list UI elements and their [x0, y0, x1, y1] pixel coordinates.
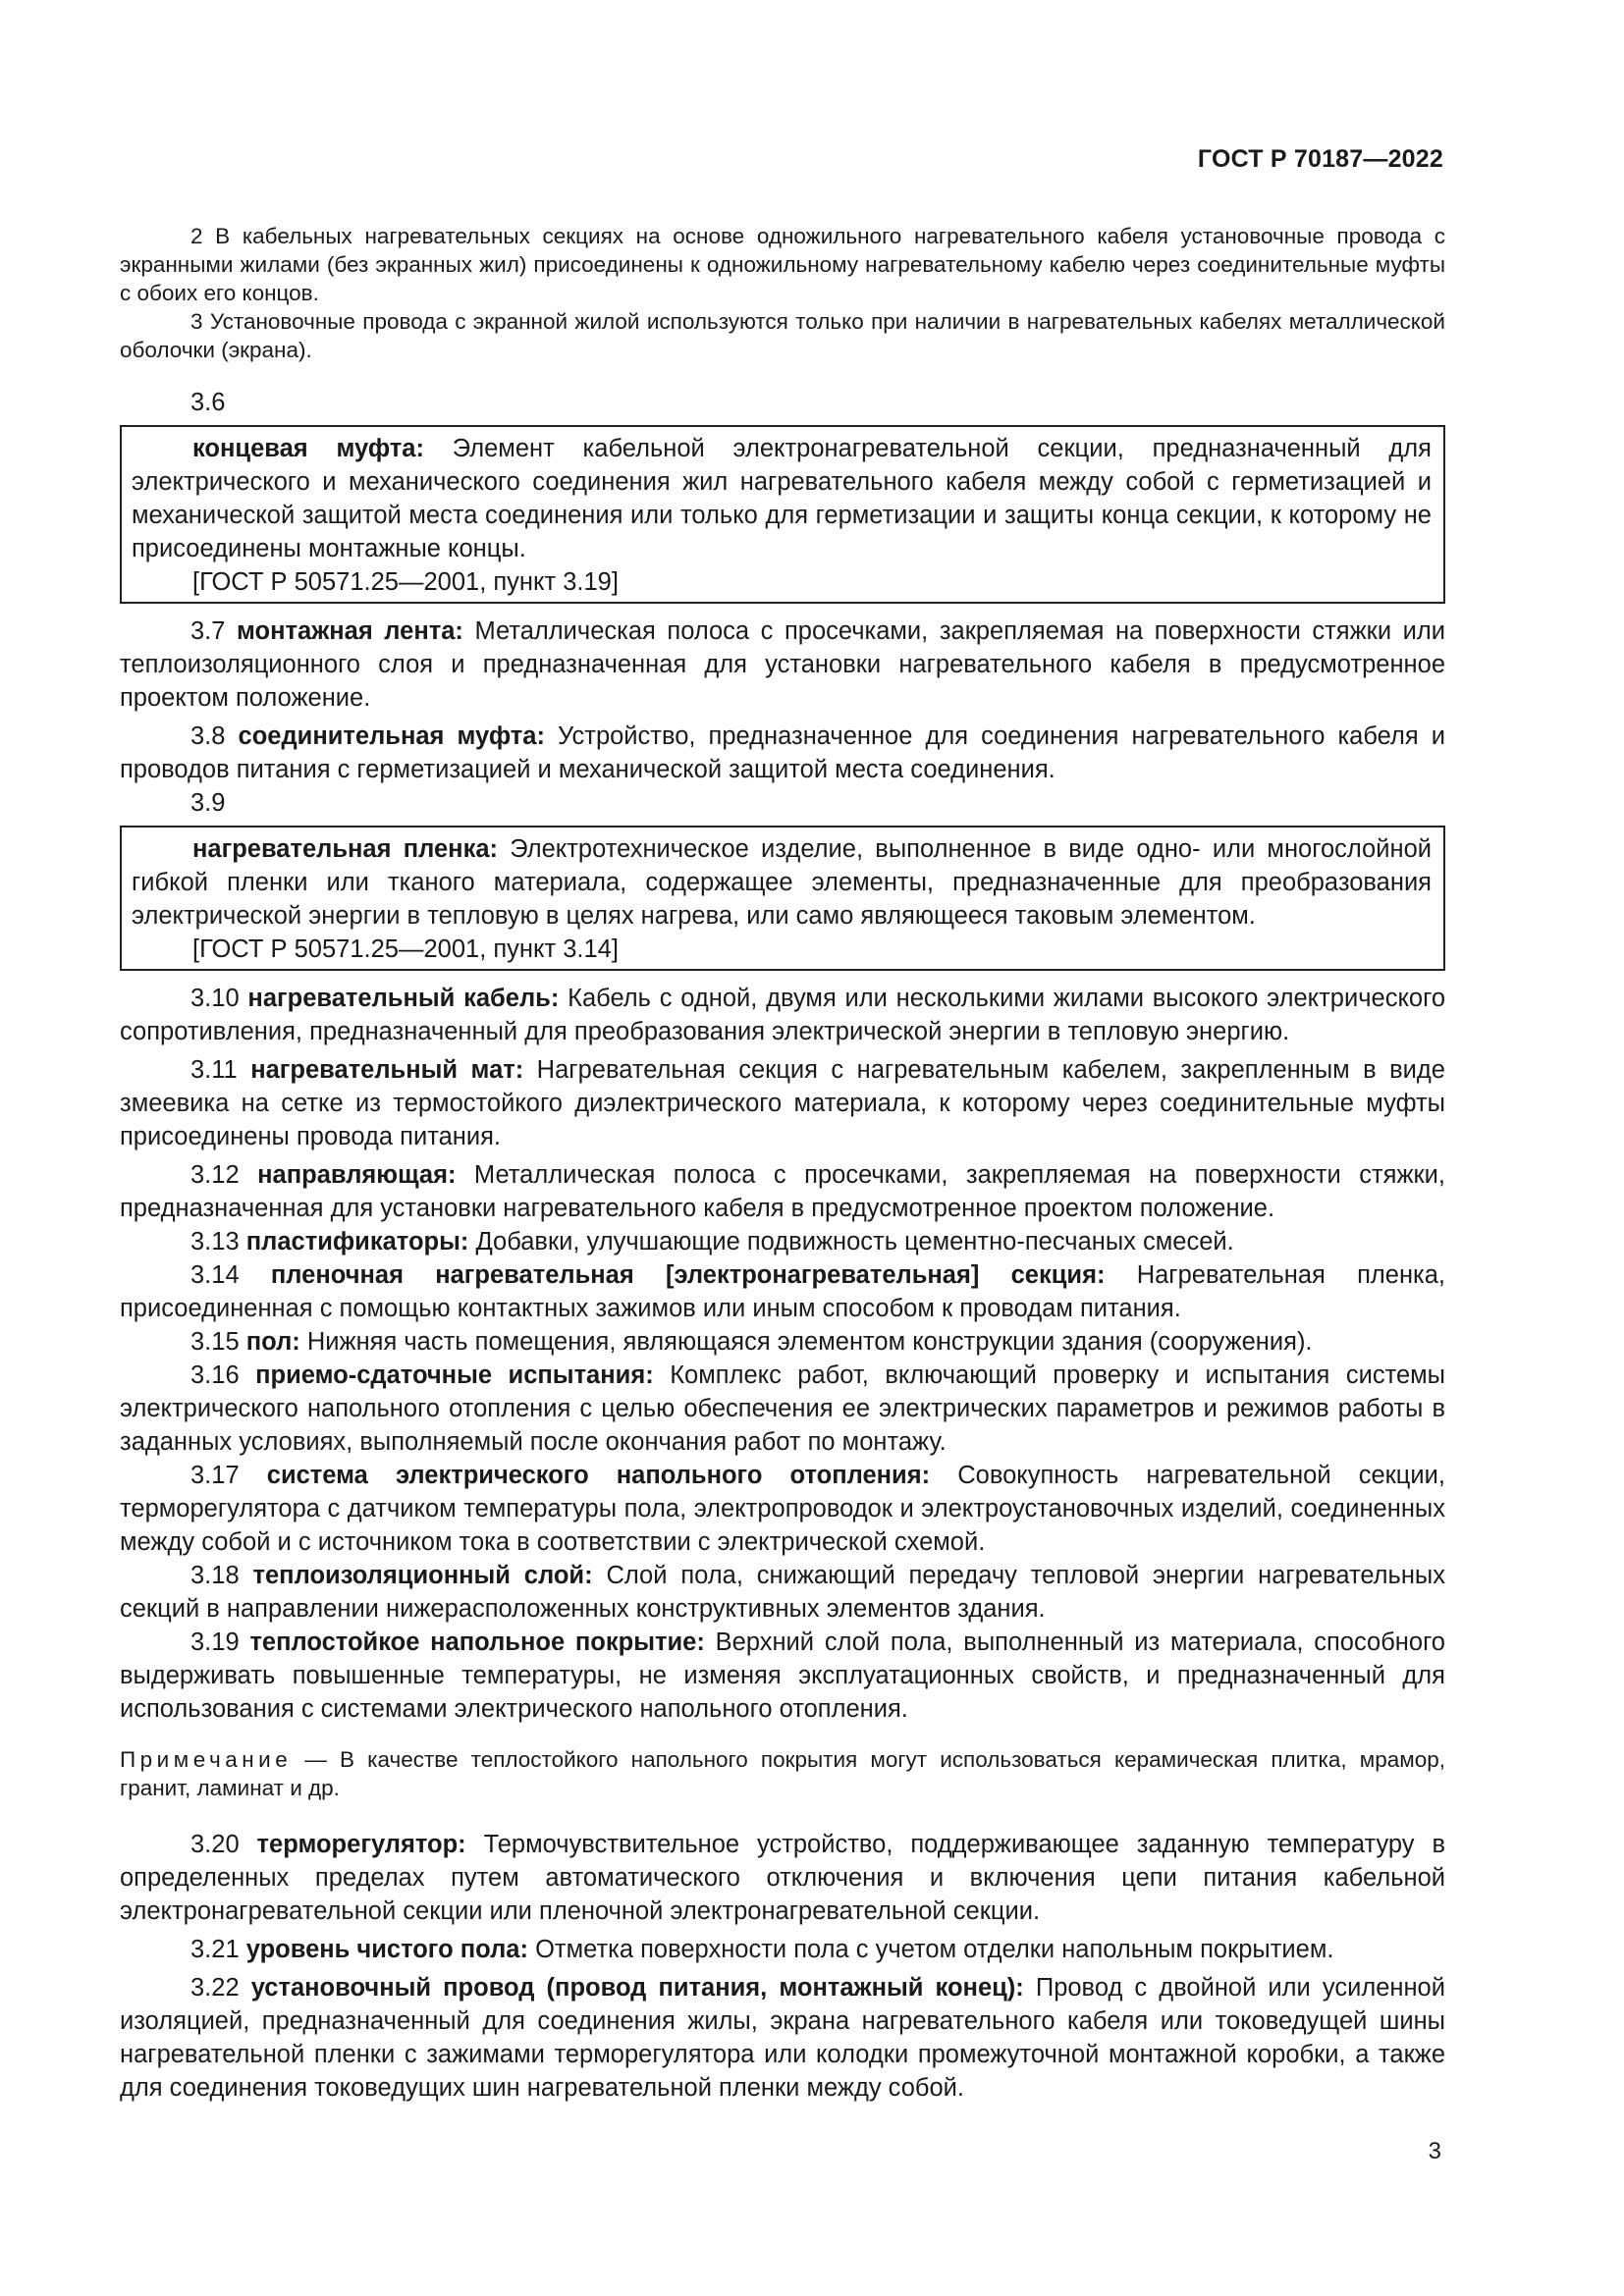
page-content [120, 222, 1445, 2105]
term-number-3-6: 3.6 [190, 389, 226, 416]
definition-3-8: 3.8 соединительная муфта: Устройство, предназначенное для соединения нагревательного кабеля и проводов питания с герметизацией и механической защитой места соединения. [120, 722, 1445, 783]
term: теплостойкое напольное покрытие: [249, 1629, 705, 1656]
definition-3-7: 3.7 монтажная лента: Металлическая полоса с просечками, закрепляемая на поверхности стяжки или теплоизоляционного слоя и предназначенная для установки нагревательного кабеля в предусмотренное проектом положение. [120, 617, 1445, 712]
term: терморегулятор: [256, 1831, 466, 1858]
page-number: 3 [1428, 2138, 1441, 2164]
term: соединительная муфта: [238, 722, 545, 750]
term: монтажная лента: [237, 617, 463, 645]
notes-top [120, 222, 1445, 364]
definition-text [132, 432, 1432, 565]
term: пластификаторы: [245, 1228, 469, 1255]
definition-box-3-6 [120, 425, 1445, 604]
definition-3-13: 3.13 пластификаторы: Добавки, улучшающие подвижность цементно-песчаных смесей. [190, 1228, 1234, 1255]
term: пленочная нагревательная [электронагревательная] секция: [270, 1261, 1106, 1289]
term: теплоизоляционный слой: [252, 1562, 593, 1589]
note-floor-covering [120, 1745, 1445, 1802]
term: уровень чистого пола: [245, 1936, 528, 1963]
note-2: 2 В кабельных нагревательных секциях на основе одножильного нагревательного кабеля установочные провода с экранными жилами (без экранных жил) присоединены к одножильному нагревательному кабелю через соединительные муфты с обоих его концов. [120, 224, 1445, 305]
definition-3-21: 3.21 уровень чистого пола: Отметка поверхности пола с учетом отделки напольным покрытием. [190, 1936, 1334, 1963]
definition-3-11: 3.11 нагревательный мат: Нагревательная секция с нагревательным кабелем, закрепленным в виде змеевика на сетке из термостойкого диэлектрического материала, к которому через соединительные муфты присоединены провода питания. [120, 1056, 1445, 1150]
document-header: ГОСТ Р 70187—2022 [1197, 145, 1443, 173]
definition-3-22: 3.22 установочный провод (провод питания, монтажный конец): Провод с двойной или усиленной изоляцией, предназначенный для соединения жилы, экрана нагревательного кабеля или токоведущей шины нагревательной пленки с зажимами терморегулятора или колодки промежуточной монтажной коробки, а также для соединения токоведущих шин нагревательной пленки между собой. [120, 1974, 1445, 2102]
definition-3-15: 3.15 пол: Нижняя часть помещения, являющаяся элементом конструкции здания (сооружения). [190, 1328, 1313, 1356]
definition-3-16: 3.16 приемо-сдаточные испытания: Комплекс работ, включающий проверку и испытания системы электрического напольного отопления с целью обеспечения ее электрических параметров и режимов работы в заданных условиях, выполняемый после окончания работ по монтажу. [120, 1362, 1446, 1456]
term: концевая муфта: [192, 435, 424, 462]
definition-3-12: 3.12 направляющая: Металлическая полоса с просечками, закрепляемая на поверхности стяжки, предназначенная для установки нагревательного кабеля в предусмотренное проектом положение. [120, 1161, 1445, 1222]
term: система электрического напольного отопления: [266, 1462, 931, 1489]
term-number-3-9: 3.9 [190, 789, 226, 817]
definition-3-20: 3.20 терморегулятор: Термочувствительное устройство, поддерживающее заданную температуру в определенных пределах путем автоматического отключения и включения цепи питания кабельной электронагревательной секции или пленочной электронагревательной секции. [120, 1831, 1445, 1925]
term: нагревательный мат: [250, 1056, 524, 1084]
definition-3-19: 3.19 теплостойкое напольное покрытие: Верхний слой пола, выполненный из материала, способного выдерживать повышенные температуры, не изменяя эксплуатационных свойств, и предназначенный для использования с системами электрического напольного отопления. [120, 1629, 1445, 1723]
definition-body: Элемент кабельной электронагревательной секции, предназначенный для электрического и механического соединения жил нагревательного кабеля между собой с герметизацией и механической защитой места соединения или только для герметизации и защиты конца секции, к которому не присоединены монтажные концы. [132, 435, 1432, 562]
term: пол: [245, 1328, 300, 1356]
definition-box-3-9 [120, 826, 1445, 971]
note-label: Примечание [120, 1747, 293, 1772]
note-3: 3 Установочные провода с экранной жилой используются только при наличии в нагревательных кабелях металлической оболочки (экрана). [120, 309, 1445, 362]
source-reference: [ГОСТ Р 50571.25—2001, пункт 3.19] [192, 568, 619, 596]
definition-3-17: 3.17 система электрического напольного отопления: Совокупность нагревательной секции, терморегулятора с датчиком температуры пола, электропроводок и электроустановочных изделий, соединенных между собой и с источником тока в соответствии с электрической схемой. [120, 1462, 1445, 1556]
term: установочный провод (провод питания, монтажный конец): [250, 1974, 1024, 2002]
definition-3-14: 3.14 пленочная нагревательная [электронагревательная] секция: Нагревательная пленка, присоединенная с помощью контактных зажимов или иным способом к проводам питания. [120, 1261, 1446, 1322]
term: нагревательная пленка: [192, 835, 499, 863]
definition-body: Электротехническое изделие, выполненное в виде одно- или многослойной гибкой пленки или тканого материала, содержащее элементы, предназначенные для преобразования электрической энергии в тепловую в целях нагрева, или само являющееся таковым элементом. [132, 835, 1432, 930]
note-text: — В качестве теплостойкого напольного покрытия могут использоваться керамическая плитка, мрамор, гранит, ламинат и др. [120, 1747, 1445, 1800]
term: направляющая: [257, 1161, 457, 1189]
term: приемо-сдаточные испытания: [255, 1362, 654, 1389]
term: нагревательный кабель: [247, 985, 560, 1012]
definition-3-10: 3.10 нагревательный кабель: Кабель с одной, двумя или несколькими жилами высокого электрического сопротивления, предназначенный для преобразования электрической энергии в тепловую энергию. [120, 985, 1445, 1045]
source-reference: [ГОСТ Р 50571.25—2001, пункт 3.14] [192, 935, 619, 963]
definition-text [132, 832, 1432, 933]
definition-3-18: 3.18 теплоизоляционный слой: Слой пола, снижающий передачу тепловой энергии нагревательных секций в направлении нижерасположенных конструктивных элементов здания. [120, 1562, 1445, 1623]
